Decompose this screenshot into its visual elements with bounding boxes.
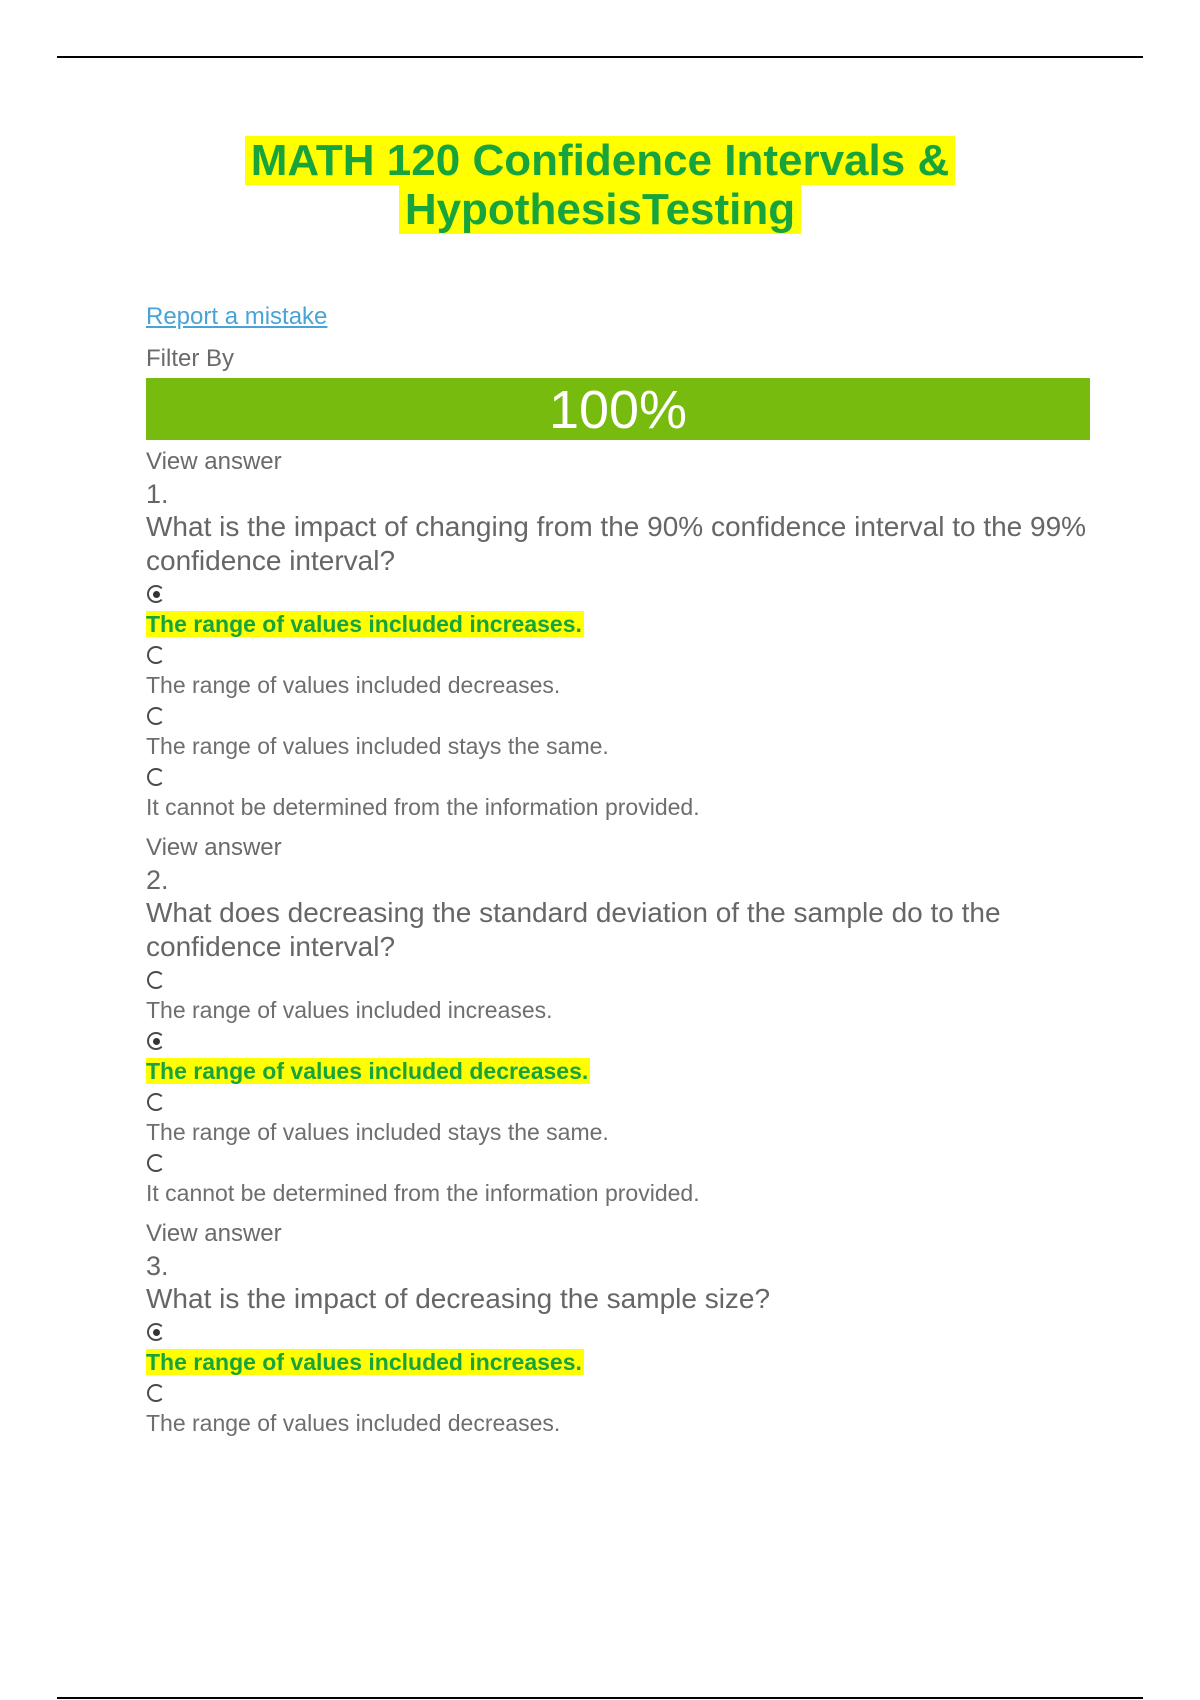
radio-ring-icon [147, 1154, 165, 1172]
radio-ring-icon [147, 1384, 165, 1402]
score-progress-fill: 100% [146, 378, 1090, 440]
option-text: It cannot be determined from the information provided. [146, 1180, 700, 1206]
score-progress-bar [146, 378, 1090, 440]
correct-answer-text: The range of values included decreases. [146, 1058, 589, 1084]
option-radio[interactable] [146, 970, 168, 992]
radio-ring-icon [147, 971, 165, 989]
view-answer-link[interactable]: View answer [146, 1220, 282, 1247]
title-line-1: MATH 120 Confidence Intervals & [245, 136, 955, 185]
radio-ring-icon [147, 646, 165, 664]
option-radio[interactable] [146, 706, 168, 728]
option-text: The range of values included stays the same. [146, 733, 609, 759]
option-radio-selected[interactable] [146, 1322, 168, 1344]
question-text: What does decreasing the standard deviation of the sample do to the confidence interval? [146, 897, 1001, 962]
radio-ring-icon [147, 768, 165, 786]
option-radio[interactable] [146, 767, 168, 789]
view-answer-link[interactable]: View answer [146, 448, 282, 475]
question-text: What is the impact of decreasing the sample size? [146, 1283, 771, 1314]
question-number: 1. [146, 479, 169, 509]
option-radio[interactable] [146, 1383, 168, 1405]
option-text: The range of values included decreases. [146, 1410, 561, 1436]
option-text: The range of values included stays the same. [146, 1119, 609, 1145]
radio-dot-icon [153, 1038, 160, 1045]
option-text: It cannot be determined from the information provided. [146, 794, 700, 820]
question-item [146, 832, 1090, 1208]
option-radio[interactable] [146, 1153, 168, 1175]
question-item [146, 1218, 1090, 1438]
report-mistake-link[interactable]: Report a mistake [146, 303, 328, 330]
option-radio[interactable] [146, 1092, 168, 1114]
question-number: 2. [146, 865, 169, 895]
option-text: The range of values included decreases. [146, 672, 561, 698]
question-item [146, 446, 1090, 822]
question-number: 3. [146, 1251, 169, 1281]
question-list [146, 446, 1090, 1438]
option-radio[interactable] [146, 645, 168, 667]
top-rule [57, 56, 1143, 58]
correct-answer-text: The range of values included increases. [146, 611, 582, 637]
radio-dot-icon [153, 1329, 160, 1336]
radio-ring-icon [147, 1093, 165, 1111]
document-title [0, 136, 1200, 234]
filter-label: Filter By [146, 345, 235, 372]
correct-answer-text: The range of values included increases. [146, 1349, 582, 1375]
option-radio-selected[interactable] [146, 1031, 168, 1053]
title-line-2: HypothesisTesting [399, 185, 801, 234]
option-text: The range of values included increases. [146, 997, 553, 1023]
quiz-content [146, 300, 1090, 1438]
radio-dot-icon [153, 591, 160, 598]
question-text: What is the impact of changing from the 90% confidence interval to the 99% confidence interval? [146, 511, 1087, 576]
bottom-rule [57, 1697, 1143, 1699]
option-radio-selected[interactable] [146, 584, 168, 606]
view-answer-link[interactable]: View answer [146, 834, 282, 861]
radio-ring-icon [147, 707, 165, 725]
